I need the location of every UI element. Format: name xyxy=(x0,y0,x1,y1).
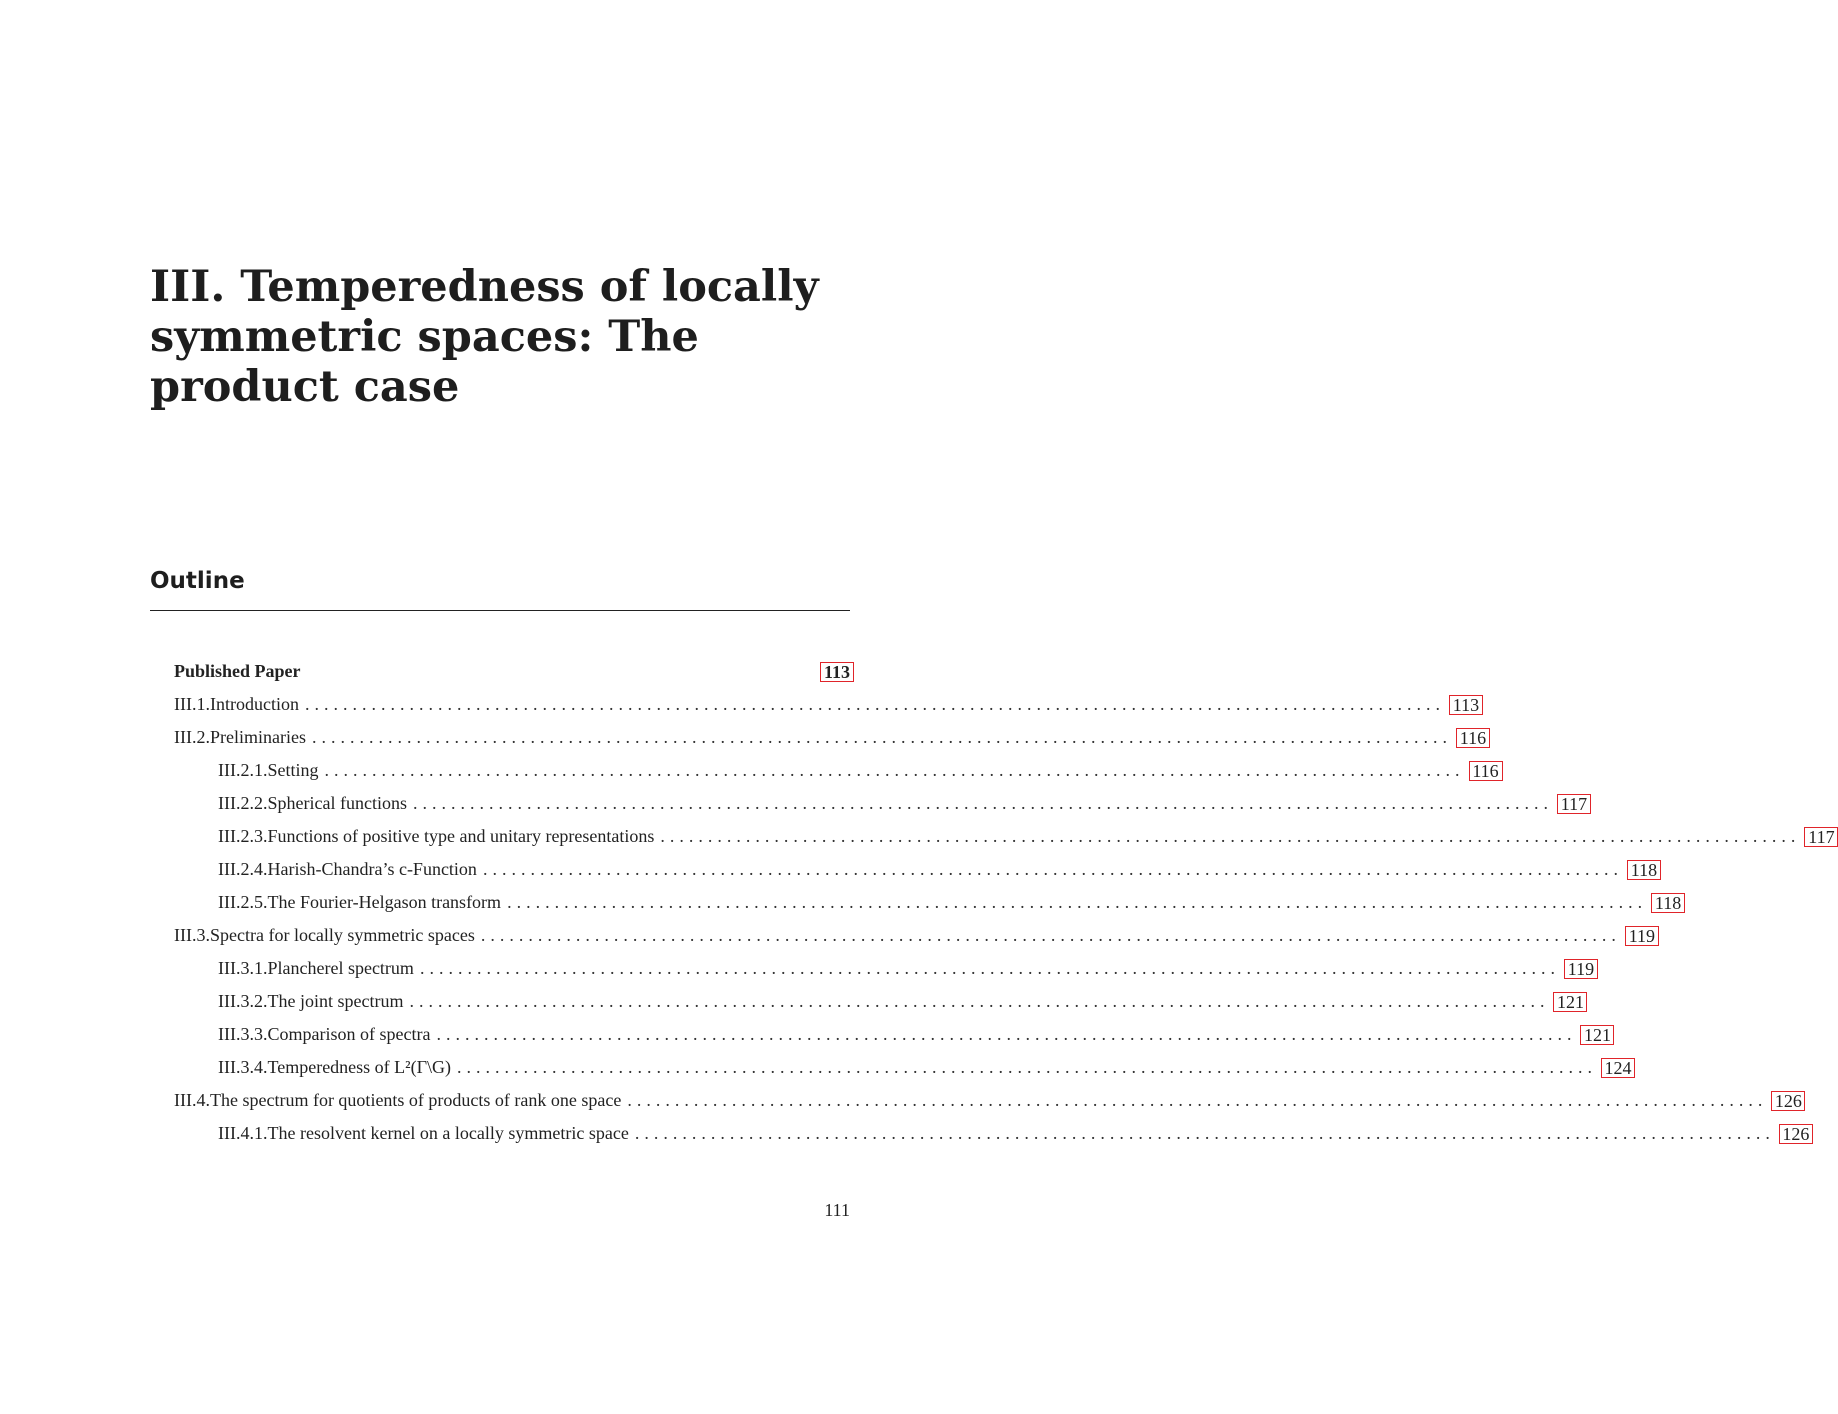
toc-leader: ........................................................................................................................ xyxy=(627,1090,1768,1110)
toc-entry-title: Comparison of spectra xyxy=(267,1024,436,1045)
toc-page-link[interactable]: 116 xyxy=(1456,728,1490,748)
toc-entry-number: III.3. xyxy=(174,925,210,945)
toc-entry-title: Introduction xyxy=(210,694,305,715)
toc-leader: ........................................................................................................................ xyxy=(482,859,1623,879)
toc-entry[interactable] xyxy=(174,721,1487,754)
toc-entry[interactable] xyxy=(174,787,1588,820)
toc-entry[interactable] xyxy=(174,985,1584,1018)
toc-entry[interactable] xyxy=(174,1117,1810,1150)
toc-entry-number: III.3.1. xyxy=(218,958,268,978)
toc-entry-number: III.2.3. xyxy=(218,826,268,846)
toc-entry-title: The spectrum for quotients of products of rank one space xyxy=(210,1090,627,1111)
toc-leader: ........................................................................................................................ xyxy=(304,694,1445,714)
toc-entry-title: Setting xyxy=(267,760,324,781)
toc-entry-title: Spherical functions xyxy=(267,793,412,814)
toc-leader: ........................................................................................................................ xyxy=(436,1024,1577,1044)
toc-entry-number: III.2.1. xyxy=(218,760,268,780)
outline-heading: Outline xyxy=(150,568,245,594)
toc-page-link[interactable]: 118 xyxy=(1651,893,1685,913)
toc-page-link[interactable]: 126 xyxy=(1779,1124,1813,1144)
toc-entry-number: III.3.3. xyxy=(218,1024,268,1044)
toc-entry-number: III.1. xyxy=(174,694,210,714)
toc-entry-title: The Fourier-Helgason transform xyxy=(267,892,507,913)
toc-page-link[interactable]: 116 xyxy=(1469,761,1503,781)
toc-page-link[interactable]: 121 xyxy=(1553,992,1587,1012)
toc-entry-number: III.2. xyxy=(174,727,210,747)
toc-leader: ........................................................................................................................ xyxy=(507,892,1648,912)
toc-entry-title: Plancherel spectrum xyxy=(267,958,419,979)
toc-page-link[interactable]: 113 xyxy=(1449,695,1483,715)
chapter-title: III. Temperedness of locally symmetric spaces: The product case xyxy=(150,262,819,412)
toc-entry-title: Spectra for locally symmetric spaces xyxy=(210,925,481,946)
toc-published-paper[interactable] xyxy=(174,655,854,688)
toc-entry-number: III.3.4. xyxy=(218,1057,268,1077)
toc-entry-number: III.4.1. xyxy=(218,1123,268,1143)
toc-published-label: Published Paper xyxy=(174,661,307,682)
toc-entry-title: Harish-Chandra’s c-Function xyxy=(267,859,482,880)
toc-entry[interactable] xyxy=(174,820,1835,853)
toc-entry-number: III.2.5. xyxy=(218,892,268,912)
outline-divider xyxy=(150,610,850,611)
toc-leader: ........................................................................................................................ xyxy=(409,991,1550,1011)
toc-leader: ........................................................................................................................ xyxy=(311,727,1452,747)
toc-entry[interactable] xyxy=(174,688,1480,721)
toc-entry-title: The joint spectrum xyxy=(267,991,409,1012)
toc-page-link[interactable]: 119 xyxy=(1564,959,1598,979)
toc-page-link[interactable]: 117 xyxy=(1557,794,1591,814)
toc-page-link[interactable]: 113 xyxy=(820,662,854,682)
toc-leader: ........................................................................................................................ xyxy=(456,1057,1597,1077)
toc-leader: ........................................................................................................................ xyxy=(324,760,1465,780)
toc-entry-number: III.4. xyxy=(174,1090,210,1110)
toc-leader: ........................................................................................................................ xyxy=(660,826,1801,846)
toc-page-link[interactable]: 126 xyxy=(1771,1091,1805,1111)
toc-entry[interactable] xyxy=(174,919,1656,952)
toc-page-link[interactable]: 121 xyxy=(1580,1025,1614,1045)
toc-entry-title: Functions of positive type and unitary representations xyxy=(267,826,660,847)
toc-leader: ........................................................................................................................ xyxy=(419,958,1560,978)
toc-entry-title: Preliminaries xyxy=(210,727,312,748)
toc-entry[interactable] xyxy=(174,1018,1611,1051)
toc-entry[interactable] xyxy=(174,754,1499,787)
toc-page-link[interactable]: 117 xyxy=(1804,827,1838,847)
page-number: 111 xyxy=(824,1200,850,1220)
table-of-contents xyxy=(174,655,1835,1150)
toc-page-link[interactable]: 119 xyxy=(1625,926,1659,946)
toc-leader: ........................................................................................................................ xyxy=(412,793,1553,813)
toc-entry-title: Temperedness of L²(Γ\G) xyxy=(267,1057,456,1078)
toc-entry[interactable] xyxy=(174,853,1658,886)
toc-entry-number: III.3.2. xyxy=(218,991,268,1011)
toc-entry-number: III.2.2. xyxy=(218,793,268,813)
toc-entry[interactable] xyxy=(174,886,1682,919)
toc-entry[interactable] xyxy=(174,1051,1632,1084)
toc-page-link[interactable]: 118 xyxy=(1627,860,1661,880)
toc-entry[interactable] xyxy=(174,1084,1802,1117)
toc-entry-number: III.2.4. xyxy=(218,859,268,879)
toc-leader: ........................................................................................................................ xyxy=(480,925,1621,945)
toc-entry[interactable] xyxy=(174,952,1595,985)
toc-leader: ........................................................................................................................ xyxy=(634,1123,1775,1143)
toc-page-link[interactable]: 124 xyxy=(1601,1058,1635,1078)
toc-entry-title: The resolvent kernel on a locally symmetric space xyxy=(267,1123,634,1144)
